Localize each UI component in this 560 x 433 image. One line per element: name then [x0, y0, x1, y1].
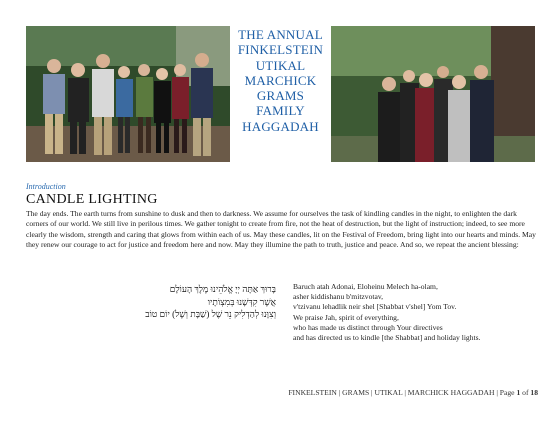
title-line: FINKELSTEIN — [237, 42, 324, 58]
translation-line: who has made us distinct through Your directives — [293, 322, 443, 332]
title-line: HAGGADAH — [242, 118, 319, 134]
intro-paragraph: The day ends. The earth turns from sunshine to dusk and then to darkness. We assume for ourselves the task of kindling candles in the night, to enlighten the dark corners of our world. We still live in perilous times. We gather tonight to create from fire, not the heat of destruction, but the light of instruction; indeed, to see more clearly the wisdom, strength and caring that glows from within each of us. May these candles, lit on the Festival of Freedom, bring light into our hearts and minds. May they renew our courage to act for justice and freedom here and now. May they illumine the path to truth, justice and peace. And so, we repeat the ancient blessing: — [26, 209, 536, 249]
title-line: GRAMS — [256, 88, 305, 104]
haggadah-title — [230, 27, 331, 134]
family-photo-right — [331, 26, 535, 162]
section-heading: CANDLE LIGHTING — [26, 192, 158, 207]
transliteration-line: v'tzivanu lehadlik neir shel [Shabbat v'shel] Yom Tov. — [293, 302, 457, 312]
footer-text: FINKELSTEIN | GRAMS | UTIKAL | MARCHICK HAGGADAH | Page — [288, 388, 515, 397]
family-photo-left — [26, 26, 230, 162]
page-number: 1 — [516, 388, 521, 397]
page-of: of — [522, 388, 529, 397]
hebrew-line: וְצִוָּנוּ לְהַדְלִיק נֵר שֶׁל (שַׁבָּת וְשֶׁל) יוֹם טוֹב — [145, 309, 276, 319]
title-line: FAMILY — [256, 103, 305, 119]
transliteration-line: asher kiddishanu b'mitzvotav, — [293, 292, 384, 302]
hebrew-line: בָּרוּךְ אַתָּה יְיָ אֱלֹהֵינוּ מֶלֶךְ הָעוֹלָם — [169, 284, 276, 294]
translation-line: We praise Jah, spirit of everything, — [293, 312, 399, 322]
transliteration-block — [293, 282, 543, 343]
page-total: 18 — [530, 388, 538, 397]
hebrew-blessing — [96, 283, 276, 321]
title-line: THE ANNUAL — [238, 27, 323, 42]
hebrew-line: אֲשֶׁר קִדְּשָׁנוּ בְּמִצְוֹתָיו — [207, 296, 276, 307]
title-line: MARCHICK — [244, 72, 317, 88]
translation-line: and has directed us to kindle [the Shabbat] and holiday lights. — [293, 333, 481, 343]
section-tag: Introduction — [26, 182, 66, 191]
transliteration-line: Baruch atah Adonai, Eloheinu Melech ha-olam, — [293, 282, 438, 291]
title-line: UTIKAL — [255, 57, 306, 73]
page-footer — [248, 388, 538, 397]
